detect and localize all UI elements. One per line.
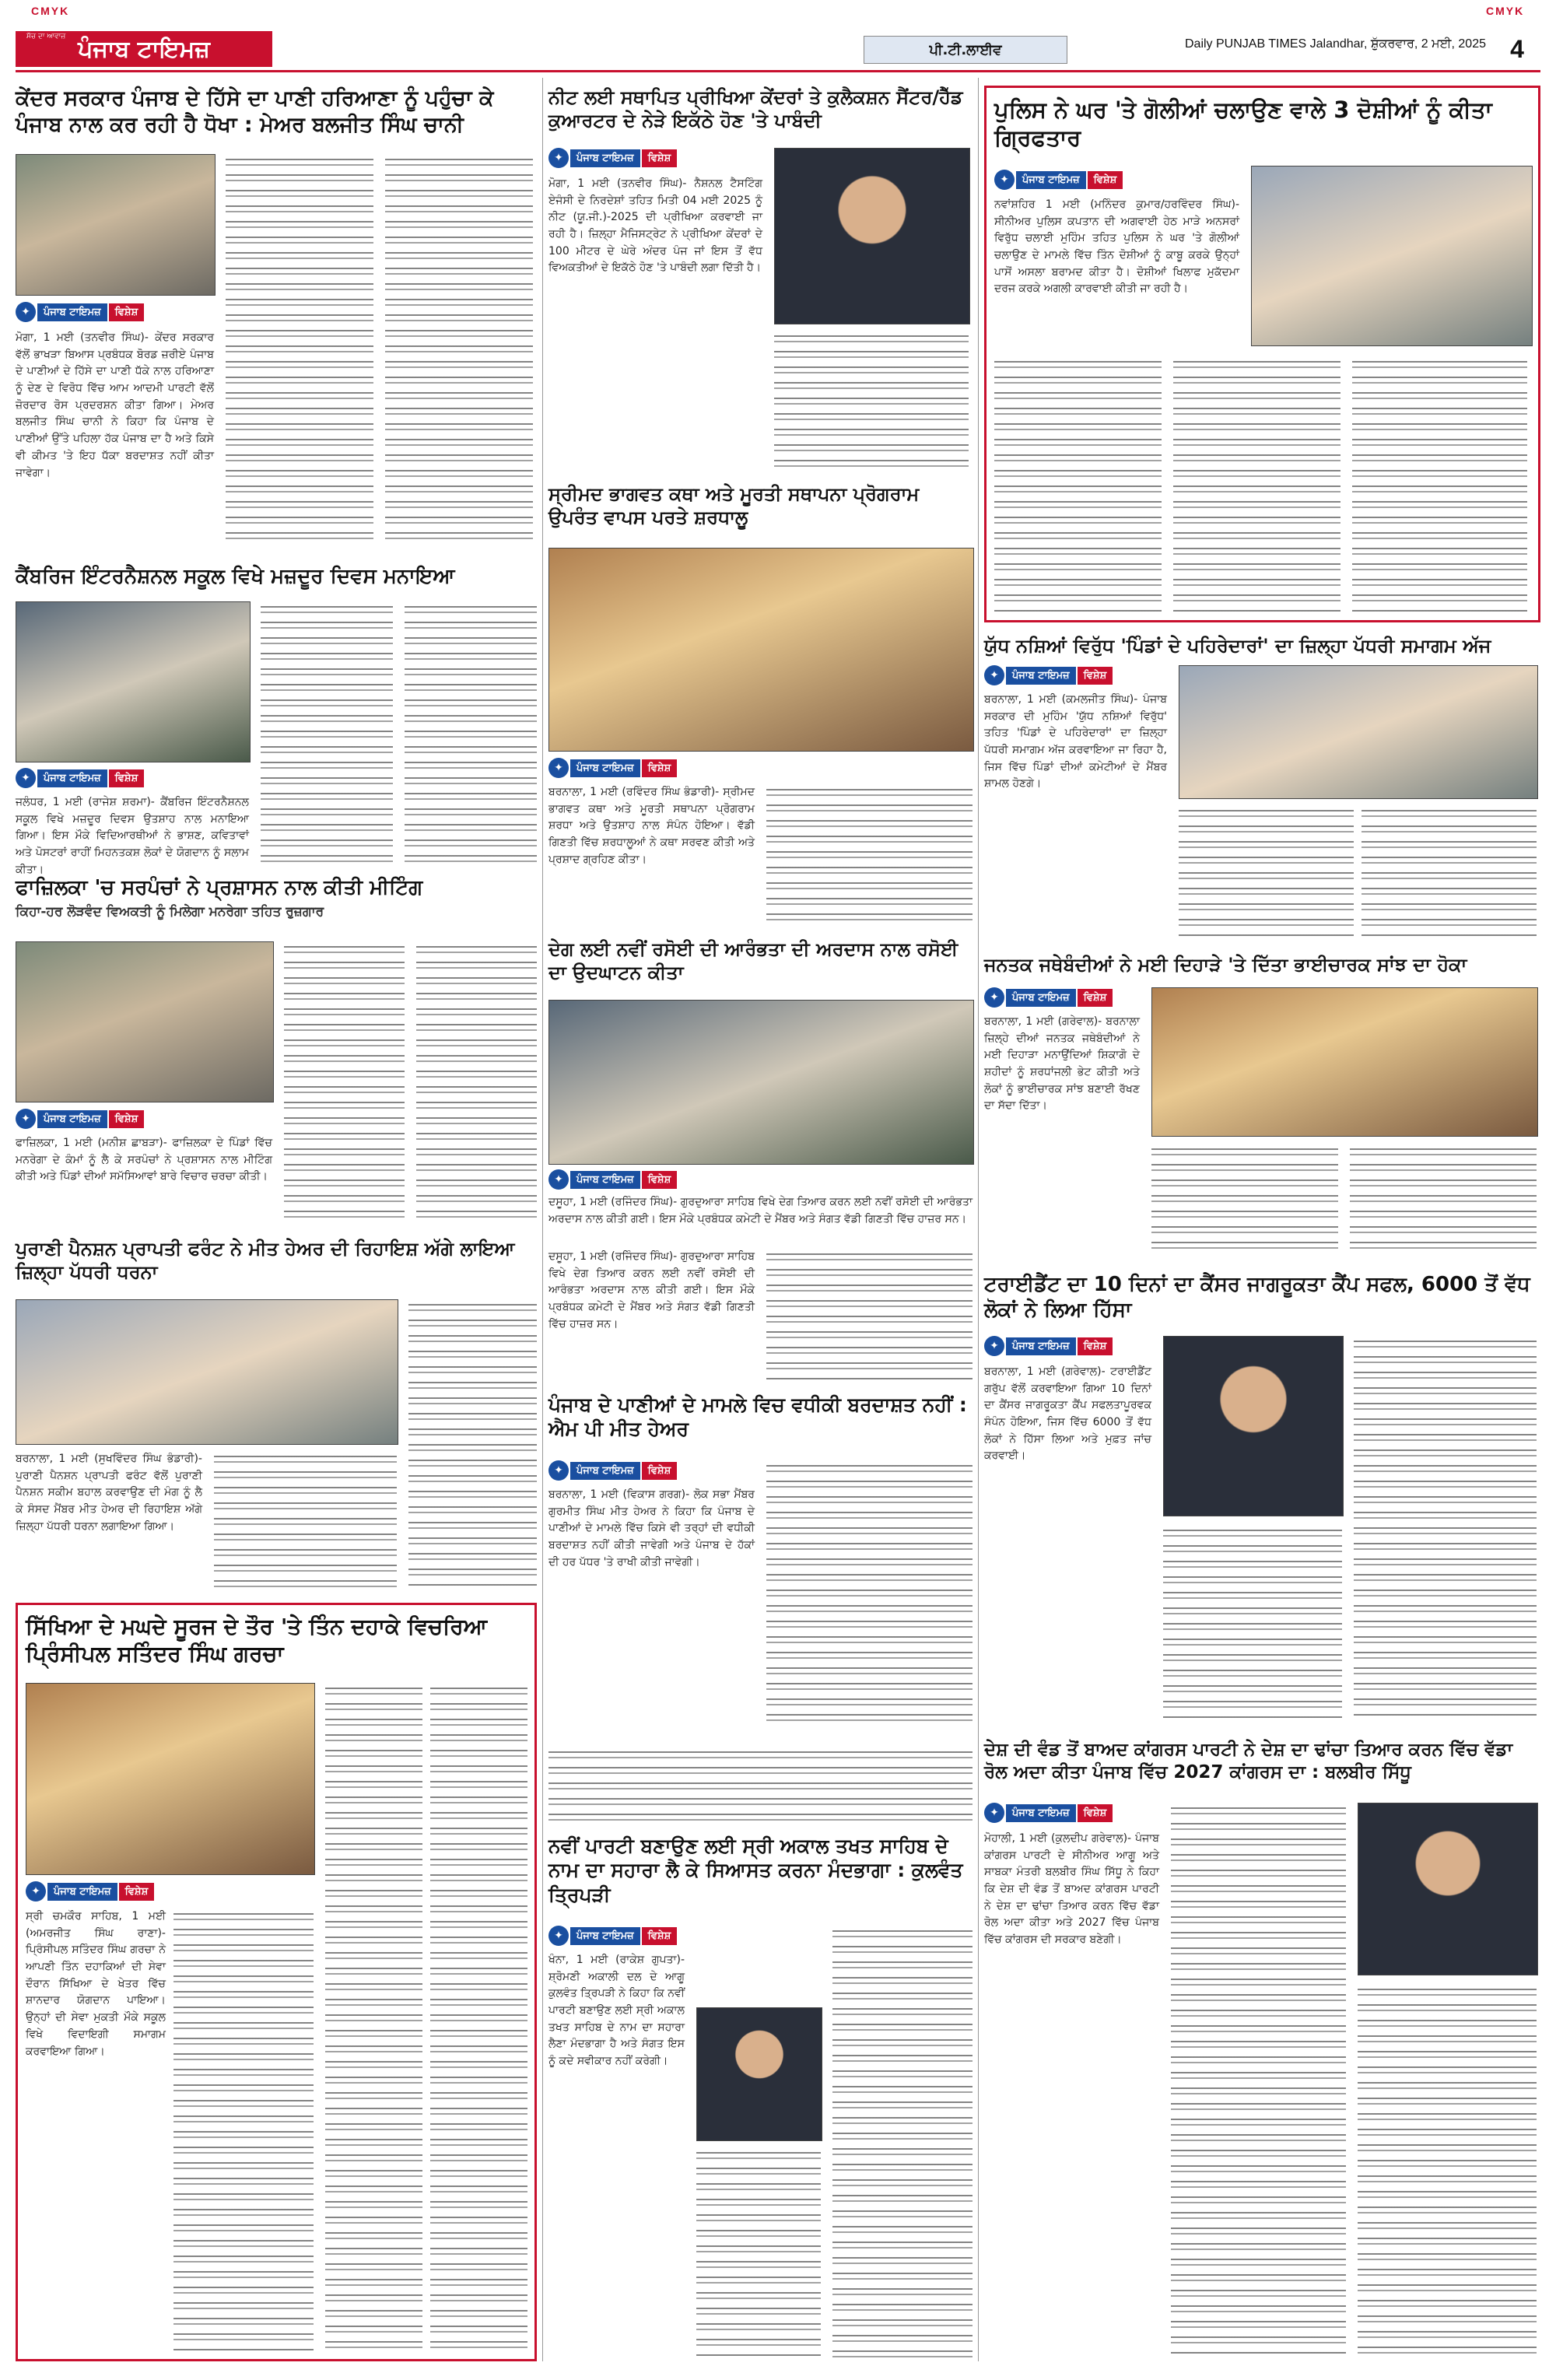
- story-balbir-sidhu: [984, 1739, 1540, 2361]
- badge-tag: ਵਿਸ਼ੇਸ਼: [642, 1462, 678, 1480]
- badge-source: ਪੰਜਾਬ ਟਾਇਮਜ਼: [1016, 171, 1086, 189]
- body-text-column: [832, 1926, 972, 2357]
- column-rule: [978, 78, 979, 2361]
- source-badge: [548, 758, 677, 778]
- pt-logo-icon: ✦: [994, 170, 1015, 190]
- badge-tag: ਵਿਸ਼ੇਸ਼: [109, 303, 145, 321]
- story-photo: [1163, 1336, 1344, 1516]
- brand-tagline: ਸੱਚ ਦਾ ਆਵਾਜ਼: [26, 33, 66, 40]
- source-badge: [26, 1881, 154, 1902]
- story-drugs-campaign: [984, 634, 1540, 941]
- headline: ਨਵੀਂ ਪਾਰਟੀ ਬਣਾਉਣ ਲਈ ਸ੍ਰੀ ਅਕਾਲ ਤਖਤ ਸਾਹਿਬ ਦੇ ਨਾਮ ਦਾ ਸਹਾਰਾ ਲੈ ਕੇ ਸਿਆਸਤ ਕਰਨਾ ਮੰਦਭਾਗਾ : ਕੁਲਵੰਤ ਤ੍ਰਿਪੜੀ: [548, 1835, 963, 1906]
- headline: ਕੇਂਦਰ ਸਰਕਾਰ ਪੰਜਾਬ ਦੇ ਹਿੱਸੇ ਦਾ ਪਾਣੀ ਹਰਿਆਣਾ ਨੂੰ ਪਹੁੰਚਾ ਕੇ ਪੰਜਾਬ ਨਾਲ ਕਰ ਰਹੀ ਹੈ ਧੋਖਾ : ਮੇਅਰ ਬਲਜੀਤ ਸਿੰਘ ਚਾਨੀ: [16, 86, 494, 137]
- headline: ਕੈਂਬਰਿਜ ਇੰਟਰਨੈਸ਼ਨਲ ਸਕੂਲ ਵਿਖੇ ਮਜ਼ਦੂਰ ਦਿਵਸ ਮਨਾਇਆ: [16, 565, 455, 588]
- story-body: ਬਰਨਾਲਾ, 1 ਮਈ (ਗਰੇਵਾਲ)- ਬਰਨਾਲਾ ਜ਼ਿਲ੍ਹੇ ਦੀਆਂ ਜਨਤਕ ਜਥੇਬੰਦੀਆਂ ਨੇ ਮਈ ਦਿਹਾੜਾ ਮਨਾਉਂਦਿਆਂ ਸ਼ਿਕਾਗੋ ਦੇ ਸ਼ਹੀਦਾਂ ਨੂੰ ਸ਼ਰਧਾਂਜਲੀ ਭੇਟ ਕੀਤੀ ਅਤੇ ਲੋਕਾਂ ਨੂੰ ਭਾਈਚਾਰਕ ਸਾਂਝ ਬਣਾਈ ਰੱਖਣ ਦਾ ਸੱਦਾ ਦਿੱਤਾ।: [984, 1015, 1140, 1113]
- source-badge: [984, 987, 1113, 1008]
- pt-logo-icon: ✦: [548, 1460, 569, 1481]
- story-body: ਜਲੰਧਰ, 1 ਮਈ (ਰਾਜੇਸ਼ ਸ਼ਰਮਾ)- ਕੈਂਬਰਿਜ ਇੰਟਰਨੈਸ਼ਨਲ ਸਕੂਲ ਵਿਖੇ ਮਜ਼ਦੂਰ ਦਿਵਸ ਉਤਸ਼ਾਹ ਨਾਲ ਮਨਾਇਆ ਗਿਆ। ਇਸ ਮੌਕੇ ਵਿਦਿਆਰਥੀਆਂ ਨੇ ਭਾਸ਼ਣ, ਕਵਿਤਾਵਾਂ ਅਤੇ ਪੋਸਟਰਾਂ ਰਾਹੀਂ ਮਿਹਨਤਕਸ਼ ਲੋਕਾਂ ਦੇ ਯੋਗਦਾਨ ਨੂੰ ਸਲਾਮ ਕੀਤਾ।: [16, 796, 249, 876]
- badge-source: ਪੰਜਾਬ ਟਾਇਮਜ਼: [1006, 667, 1076, 685]
- story-body: ਬਰਨਾਲਾ, 1 ਮਈ (ਕਮਲਜੀਤ ਸਿੰਘ)- ਪੰਜਾਬ ਸਰਕਾਰ ਦੀ ਮੁਹਿੰਮ 'ਯੁੱਧ ਨਸ਼ਿਆਂ ਵਿਰੁੱਧ' ਤਹਿਤ 'ਪਿੰਡਾਂ ਦੇ ਪਹਿਰੇਦਾਰਾਂ' ਦਾ ਜ਼ਿਲ੍ਹਾ ਪੱਧਰੀ ਸਮਾਗਮ ਅੱਜ ਕਰਵਾਇਆ ਜਾ ਰਿਹਾ ਹੈ, ਜਿਸ ਵਿੱਚ ਪਿੰਡਾਂ ਦੀਆਂ ਕਮੇਟੀਆਂ ਦੇ ਮੈਂਬਰ ਸ਼ਾਮਲ ਹੋਣਗੇ।: [984, 693, 1167, 790]
- body-text-column: [1171, 1803, 1346, 2355]
- headline: ਸ੍ਰੀਮਦ ਭਾਗਵਤ ਕਥਾ ਅਤੇ ਮੂਰਤੀ ਸਥਾਪਨਾ ਪ੍ਰੋਗਰਾਮ ਉਪਰੰਤ ਵਾਪਸ ਪਰਤੇ ਸ਼ਰਧਾਲੂ: [548, 483, 920, 528]
- pt-logo-icon: ✦: [984, 1803, 1004, 1823]
- body-text-column: [408, 1299, 537, 1587]
- badge-tag: ਵਿਸ਼ੇਸ਼: [1078, 989, 1113, 1007]
- body-text-column: [1163, 1525, 1342, 1719]
- brand-logo: [16, 31, 272, 67]
- story-body: ਮੋਗਾ, 1 ਮਈ (ਤਨਵੀਰ ਸਿੰਘ)- ਨੈਸ਼ਨਲ ਟੈਸਟਿੰਗ ਏਜੰਸੀ ਦੇ ਨਿਰਦੇਸ਼ਾਂ ਤਹਿਤ ਮਿਤੀ 04 ਮਈ 2025 ਨੂੰ ਨੀਟ (ਯੂ.ਜੀ.)-2025 ਦੀ ਪ੍ਰੀਖਿਆ ਕਰਵਾਈ ਜਾ ਰਹੀ ਹੈ। ਜ਼ਿਲ੍ਹਾ ਮੈਜਿਸਟ੍ਰੇਟ ਨੇ ਪ੍ਰੀਖਿਆ ਕੇਂਦਰਾਂ ਦੇ 100 ਮੀਟਰ ਦੇ ਘੇਰੇ ਅੰਦਰ ਪੰਜ ਜਾਂ ਇਸ ਤੋਂ ਵੱਧ ਵਿਅਕਤੀਆਂ ਦੇ ਇਕੱਠੇ ਹੋਣ 'ਤੇ ਪਾਬੰਦੀ ਲਗਾ ਦਿੱਤੀ ਹੈ।: [548, 177, 762, 275]
- story-body: ਬਰਨਾਲਾ, 1 ਮਈ (ਗਰੇਵਾਲ)- ਟਰਾਈਡੈਂਟ ਗਰੁੱਪ ਵੱਲੋਂ ਕਰਵਾਇਆ ਗਿਆ 10 ਦਿਨਾਂ ਦਾ ਕੈਂਸਰ ਜਾਗਰੂਕਤਾ ਕੈਂਪ ਸਫਲਤਾਪੂਰਵਕ ਸੰਪੰਨ ਹੋਇਆ, ਜਿਸ ਵਿੱਚ 6000 ਤੋਂ ਵੱਧ ਲੋਕਾਂ ਨੇ ਹਿੱਸਾ ਲਿਆ ਅਤੇ ਮੁਫ਼ਤ ਜਾਂਚ ਕਰਵਾਈ।: [984, 1365, 1151, 1463]
- badge-source: ਪੰਜਾਬ ਟਾਇਮਜ਼: [570, 1927, 640, 1945]
- body-text-column: [766, 1249, 972, 1381]
- body-text-column: [766, 1460, 972, 1729]
- story-kulwant-tripdi: [548, 1747, 972, 2361]
- body-text-column: [1352, 356, 1527, 613]
- badge-source: ਪੰਜਾਬ ਟਾਇਮਜ਼: [570, 1462, 640, 1480]
- body-text-column: [1362, 805, 1537, 938]
- source-badge: [548, 1926, 677, 1946]
- story-body: ਮੋਗਾ, 1 ਮਈ (ਤਨਵੀਰ ਸਿੰਘ)- ਕੇਂਦਰ ਸਰਕਾਰ ਵੱਲੋਂ ਭਾਖੜਾ ਬਿਆਸ ਪ੍ਰਬੰਧਕ ਬੋਰਡ ਜ਼ਰੀਏ ਪੰਜਾਬ ਦੇ ਪਾਣੀਆਂ ਦੇ ਹਿੱਸੇ ਦਾ ਪਾਣੀ ਧੱਕੇ ਨਾਲ ਹਰਿਆਣਾ ਨੂੰ ਦੇਣ ਦੇ ਵਿਰੋਧ ਵਿੱਚ ਆਮ ਆਦਮੀ ਪਾਰਟੀ ਵੱਲੋਂ ਜ਼ੋਰਦਾਰ ਰੋਸ ਪ੍ਰਦਰਸ਼ਨ ਕੀਤਾ ਗਿਆ। ਮੇਅਰ ਬਲਜੀਤ ਸਿੰਘ ਚਾਨੀ ਨੇ ਕਿਹਾ ਕਿ ਪੰਜਾਬ ਦੇ ਪਾਣੀਆਂ ਉੱਤੇ ਪਹਿਲਾ ਹੱਕ ਪੰਜਾਬ ਦਾ ਹੈ ਅਤੇ ਕਿਸੇ ਵੀ ਕੀਮਤ 'ਤੇ ਇਹ ਧੱਕਾ ਬਰਦਾਸ਼ਤ ਨਹੀਂ ਕੀਤਾ ਜਾਵੇਗਾ।: [16, 331, 214, 479]
- story-mayday-unity: [984, 953, 1540, 1260]
- headline: ਨੀਟ ਲਈ ਸਥਾਪਿਤ ਪ੍ਰੀਖਿਆ ਕੇਂਦਰਾਂ ਤੇ ਕੁਲੈਕਸ਼ਨ ਸੈਂਟਰ/ਹੈੱਡ ਕੁਆਰਟਰ ਦੇ ਨੇੜੇ ਇਕੱਠੇ ਹੋਣ 'ਤੇ ਪਾਬੰਦੀ: [548, 86, 963, 131]
- badge-source: ਪੰਜਾਬ ਟਾਇਮਜ਼: [570, 149, 640, 167]
- story-photo: [1251, 166, 1533, 346]
- body-text-column: [766, 784, 972, 928]
- body-text-column: [284, 941, 405, 1222]
- story-trident-camp: [984, 1272, 1540, 1723]
- pt-logo-icon: ✦: [548, 1926, 569, 1946]
- pt-logo-icon: ✦: [548, 758, 569, 778]
- badge-tag: ਵਿਸ਼ੇਸ਼: [642, 759, 678, 777]
- story-body: ਫਾਜ਼ਿਲਕਾ, 1 ਮਈ (ਮਨੀਸ਼ ਛਾਬੜਾ)- ਫਾਜ਼ਿਲਕਾ ਦੇ ਪਿੰਡਾਂ ਵਿੱਚ ਮਨਰੇਗਾ ਦੇ ਕੰਮਾਂ ਨੂੰ ਲੈ ਕੇ ਸਰਪੰਚਾਂ ਨੇ ਪ੍ਰਸ਼ਾਸਨ ਨਾਲ ਮੀਟਿੰਗ ਕੀਤੀ ਅਤੇ ਪਿੰਡਾਂ ਦੀਆਂ ਸਮੱਸਿਆਵਾਂ ਬਾਰੇ ਵਿਚਾਰ ਚਰਚਾ ਕੀਤੀ।: [16, 1137, 272, 1183]
- story-principal-garcha: [16, 1603, 537, 2361]
- badge-tag: ਵਿਸ਼ੇਸ਼: [119, 1883, 155, 1901]
- story-fazilka-sarpanch: [16, 875, 537, 1225]
- masthead-rule: [16, 70, 1540, 72]
- source-badge: [984, 1803, 1113, 1823]
- body-text-column: [1350, 1144, 1537, 1257]
- badge-source: ਪੰਜਾਬ ਟਾਇਮਜ਼: [47, 1883, 117, 1901]
- body-text-column: [214, 1451, 397, 1587]
- cmyk-mark-right: CMYK: [1486, 5, 1525, 17]
- source-badge: [984, 1336, 1113, 1356]
- body-text-column: [1179, 805, 1354, 938]
- badge-tag: ਵਿਸ਼ੇਸ਼: [109, 769, 145, 787]
- badge-source: ਪੰਜਾਬ ਟਾਇਮਜ਼: [1006, 989, 1076, 1007]
- body-text-column: [226, 154, 373, 548]
- headline: ਟਰਾਈਡੈਂਟ ਦਾ 10 ਦਿਨਾਂ ਦਾ ਕੈਂਸਰ ਜਾਗਰੂਕਤਾ ਕੈਂਪ ਸਫਲ, 6000 ਤੋਂ ਵੱਧ ਲੋਕਾਂ ਨੇ ਲਿਆ ਹਿੱਸਾ: [984, 1273, 1530, 1322]
- story-body: ਬਰਨਾਲਾ, 1 ਮਈ (ਸੁਖਵਿੰਦਰ ਸਿੰਘ ਭੰਡਾਰੀ)- ਪੁਰਾਣੀ ਪੈਨਸ਼ਨ ਪ੍ਰਾਪਤੀ ਫਰੰਟ ਵੱਲੋਂ ਪੁਰਾਣੀ ਪੈਨਸ਼ਨ ਸਕੀਮ ਬਹਾਲ ਕਰਵਾਉਣ ਦੀ ਮੰਗ ਨੂੰ ਲੈ ਕੇ ਸੰਸਦ ਮੈਂਬਰ ਮੀਤ ਹੇਅਰ ਦੀ ਰਿਹਾਇਸ਼ ਅੱਗੇ ਜ਼ਿਲ੍ਹਾ ਪੱਧਰੀ ਧਰਨਾ ਲਗਾਇਆ ਗਿਆ।: [16, 1453, 202, 1533]
- badge-source: ਪੰਜਾਬ ਟਾਇਮਜ਼: [570, 759, 640, 777]
- story-old-pension: [16, 1237, 537, 1591]
- story-photo: [1151, 987, 1538, 1137]
- pt-logo-icon: ✦: [984, 1336, 1004, 1356]
- story-photo: [16, 601, 251, 762]
- headline: ਪੁਰਾਣੀ ਪੈਨਸ਼ਨ ਪ੍ਰਾਪਤੀ ਫਰੰਟ ਨੇ ਮੀਤ ਹੇਅਰ ਦੀ ਰਿਹਾਇਸ਼ ਅੱਗੇ ਲਾਇਆ ਜ਼ਿਲ੍ਹਾ ਪੱਧਰੀ ਧਰਨਾ: [16, 1238, 515, 1283]
- story-body-intro: ਦਸੂਹਾ, 1 ਮਈ (ਰਜਿੰਦਰ ਸਿੰਘ)- ਗੁਰਦੁਆਰਾ ਸਾਹਿਬ ਵਿਖੇ ਦੇਗ ਤਿਆਰ ਕਰਨ ਲਈ ਨਵੀਂ ਰਸੋਈ ਦੀ ਆਰੰਭਤਾ ਅਰਦਾਸ ਨਾਲ ਕੀਤੀ ਗਈ। ਇਸ ਮੌਕੇ ਪ੍ਰਬੰਧਕ ਕਮੇਟੀ ਦੇ ਮੈਂਬਰ ਅਤੇ ਸੰਗਤ ਵੱਡੀ ਗਿਣਤੀ ਵਿੱਚ ਹਾਜ਼ਰ ਸਨ।: [548, 1250, 755, 1330]
- page-number: 4: [1510, 35, 1524, 63]
- story-body: ਬਰਨਾਲਾ, 1 ਮਈ (ਵਿਕਾਸ ਗਰਗ)- ਲੋਕ ਸਭਾ ਮੈਂਬਰ ਗੁਰਮੀਤ ਸਿੰਘ ਮੀਤ ਹੇਅਰ ਨੇ ਕਿਹਾ ਕਿ ਪੰਜਾਬ ਦੇ ਪਾਣੀਆਂ ਦੇ ਮਾਮਲੇ ਵਿੱਚ ਕਿਸੇ ਵੀ ਤਰ੍ਹਾਂ ਦੀ ਵਧੀਕੀ ਬਰਦਾਸ਼ਤ ਨਹੀਂ ਕੀਤੀ ਜਾਵੇਗੀ ਅਤੇ ਪੰਜਾਬ ਦੇ ਹੱਕਾਂ ਦੀ ਹਰ ਪੱਧਰ 'ਤੇ ਰਾਖੀ ਕੀਤੀ ਜਾਵੇਗੀ।: [548, 1488, 755, 1569]
- badge-tag: ਵਿਸ਼ੇਸ਼: [642, 1171, 678, 1189]
- headline: ਜਨਤਕ ਜਥੇਬੰਦੀਆਂ ਨੇ ਮਈ ਦਿਹਾੜੇ 'ਤੇ ਦਿੱਤਾ ਭਾਈਚਾਰਕ ਸਾਂਝ ਦਾ ਹੋਕਾ: [984, 954, 1467, 976]
- story-mp-meet-hayer: [548, 1249, 972, 1731]
- source-badge: [16, 1109, 144, 1129]
- story-photo: [16, 154, 216, 296]
- badge-tag: ਵਿਸ਼ੇਸ਼: [1078, 1337, 1113, 1355]
- story-body: ਨਵਾਂਸ਼ਹਿਰ 1 ਮਈ (ਮਨਿੰਦਰ ਕੁਮਾਰ/ਹਰਵਿੰਦਰ ਸਿੰਘ)- ਸੀਨੀਅਰ ਪੁਲਿਸ ਕਪਤਾਨ ਦੀ ਅਗਵਾਈ ਹੇਠ ਮਾੜੇ ਅਨਸਰਾਂ ਵਿਰੁੱਧ ਚਲਾਈ ਮੁਹਿੰਮ ਤਹਿਤ ਪੁਲਿਸ ਨੇ ਘਰ 'ਤੇ ਗੋਲੀਆਂ ਚਲਾਉਣ ਦੇ ਮਾਮਲੇ ਵਿੱਚ ਤਿੰਨ ਦੋਸ਼ੀਆਂ ਨੂੰ ਕਾਬੂ ਕਰਕੇ ਉਨ੍ਹਾਂ ਪਾਸੋਂ ਅਸਲਾ ਬਰਾਮਦ ਕੀਤਾ ਹੈ। ਦੋਸ਼ੀਆਂ ਖਿਲਾਫ ਮੁਕੱਦਮਾ ਦਰਜ ਕਰਕੇ ਅਗਲੀ ਕਾਰਵਾਈ ਕੀਤੀ ਜਾ ਰਹੀ ਹੈ।: [994, 198, 1239, 296]
- badge-tag: ਵਿਸ਼ੇਸ਼: [642, 149, 678, 167]
- body-text-column: [325, 1683, 422, 2352]
- body-text-column: [405, 601, 537, 862]
- badge-source: ਪੰਜਾਬ ਟਾਇਮਜ਼: [37, 1110, 107, 1128]
- body-text-column: [1358, 1984, 1537, 2355]
- story-body: ਦਸੂਹਾ, 1 ਮਈ (ਰਜਿੰਦਰ ਸਿੰਘ)- ਗੁਰਦੁਆਰਾ ਸਾਹਿਬ ਵਿਖੇ ਦੇਗ ਤਿਆਰ ਕਰਨ ਲਈ ਨਵੀਂ ਰਸੋਈ ਦੀ ਆਰੰਭਤਾ ਅਰਦਾਸ ਨਾਲ ਕੀਤੀ ਗਈ। ਇਸ ਮੌਕੇ ਪ੍ਰਬੰਧਕ ਕਮੇਟੀ ਦੇ ਮੈਂਬਰ ਅਤੇ ਸੰਗਤ ਵੱਡੀ ਗਿਣਤੀ ਵਿੱਚ ਹਾਜ਼ਰ ਸਨ।: [548, 1196, 972, 1225]
- body-text-column: [1173, 356, 1340, 613]
- badge-tag: ਵਿਸ਼ੇਸ਼: [1088, 171, 1123, 189]
- body-text-column: [774, 331, 969, 467]
- badge-tag: ਵਿਸ਼ੇਸ਼: [642, 1927, 678, 1945]
- story-photo: [26, 1683, 315, 1875]
- pt-logo-icon: ✦: [984, 987, 1004, 1008]
- dateline: Daily PUNJAB TIMES Jalandhar, ਸ਼ੁੱਕਰਵਾਰ, 2 ਮਈ, 2025: [1184, 37, 1486, 51]
- source-badge: [16, 768, 144, 788]
- story-cambridge-school: [16, 564, 537, 876]
- headline: ਯੁੱਧ ਨਸ਼ਿਆਂ ਵਿਰੁੱਧ 'ਪਿੰਡਾਂ ਦੇ ਪਹਿਰੇਦਾਰਾਂ' ਦਾ ਜ਼ਿਲ੍ਹਾ ਪੱਧਰੀ ਸਮਾਗਮ ਅੱਜ: [984, 635, 1491, 657]
- story-photo: [774, 148, 970, 324]
- headline: ਪੰਜਾਬ ਦੇ ਪਾਣੀਆਂ ਦੇ ਮਾਮਲੇ ਵਿਚ ਵਧੀਕੀ ਬਰਦਾਸ਼ਤ ਨਹੀਂ : ਐਮ ਪੀ ਮੀਤ ਹੇਅਰ: [548, 1393, 967, 1441]
- pt-logo-icon: ✦: [26, 1881, 46, 1902]
- story-photo: [16, 1299, 398, 1445]
- body-text-column: [1151, 1144, 1338, 1257]
- source-badge: [548, 1460, 677, 1481]
- body-text-column: [261, 601, 393, 862]
- section-label: ਪੀ.ਟੀ.ਲਾਈਵ: [864, 36, 1067, 64]
- pt-logo-icon: ✦: [984, 665, 1004, 685]
- headline: ਦੇਸ਼ ਦੀ ਵੰਡ ਤੋਂ ਬਾਅਦ ਕਾਂਗਰਸ ਪਾਰਟੀ ਨੇ ਦੇਸ਼ ਦਾ ਢਾਂਚਾ ਤਿਆਰ ਕਰਨ ਵਿੱਚ ਵੱਡਾ ਰੋਲ ਅਦਾ ਕੀਤਾ ਪੰਜਾਬ ਵਿੱਚ 2027 ਕਾਂਗਰਸ ਦਾ : ਬਲਬੀਰ ਸਿੱਧੂ: [984, 1740, 1513, 1782]
- story-photo: [16, 941, 274, 1102]
- source-badge: [548, 1169, 677, 1190]
- story-photo: [696, 2007, 822, 2141]
- body-text-column: [385, 154, 533, 548]
- badge-source: ਪੰਜਾਬ ਟਾਇਮਜ਼: [37, 303, 107, 321]
- headline: ਸਿੱਖਿਆ ਦੇ ਮਘਦੇ ਸੂਰਜ ਦੇ ਤੌਰ 'ਤੇ ਤਿੰਨ ਦਹਾਕੇ ਵਿਚਰਿਆ ਪ੍ਰਿੰਸੀਪਲ ਸਤਿੰਦਰ ਸਿੰਘ ਗਰਚਾ: [26, 1614, 488, 1667]
- column-rule: [542, 78, 543, 2361]
- body-text-column: [696, 2147, 821, 2357]
- story-body: ਮੋਹਾਲੀ, 1 ਮਈ (ਕੁਲਦੀਪ ਗਰੇਵਾਲ)- ਪੰਜਾਬ ਕਾਂਗਰਸ ਪਾਰਟੀ ਦੇ ਸੀਨੀਅਰ ਆਗੂ ਅਤੇ ਸਾਬਕਾ ਮੰਤਰੀ ਬਲਬੀਰ ਸਿੰਘ ਸਿੱਧੂ ਨੇ ਕਿਹਾ ਕਿ ਦੇਸ਼ ਦੀ ਵੰਡ ਤੋਂ ਬਾਅਦ ਕਾਂਗਰਸ ਪਾਰਟੀ ਨੇ ਦੇਸ਼ ਦਾ ਢਾਂਚਾ ਤਿਆਰ ਕਰਨ ਵਿੱਚ ਵੱਡਾ ਰੋਲ ਅਦਾ ਕੀਤਾ ਅਤੇ 2027 ਵਿੱਚ ਪੰਜਾਬ ਵਿੱਚ ਕਾਂਗਰਸ ਦੀ ਸਰਕਾਰ ਬਣੇਗੀ।: [984, 1832, 1159, 1947]
- badge-source: ਪੰਜਾਬ ਟਾਇਮਜ਼: [37, 769, 107, 787]
- badge-source: ਪੰਜਾਬ ਟਾਇਮਜ਼: [1006, 1337, 1076, 1355]
- badge-tag: ਵਿਸ਼ੇਸ਼: [1078, 1804, 1113, 1822]
- source-badge: [548, 148, 677, 168]
- story-deg-kitchen: [548, 938, 972, 1237]
- badge-tag: ਵਿਸ਼ੇਸ਼: [109, 1110, 145, 1128]
- story-police-arrest: [984, 86, 1540, 622]
- headline: ਫਾਜ਼ਿਲਕਾ 'ਚ ਸਰਪੰਚਾਂ ਨੇ ਪ੍ਰਸ਼ਾਸਨ ਨਾਲ ਕੀਤੀ ਮੀਟਿੰਗ: [16, 876, 423, 899]
- story-bhagwat-katha: [548, 482, 972, 930]
- body-text-column: [994, 356, 1162, 613]
- story-body: ਸ੍ਰੀ ਚਮਕੌਰ ਸਾਹਿਬ, 1 ਮਈ (ਅਮਰਜੀਤ ਸਿੰਘ ਰਾਣਾ)- ਪ੍ਰਿੰਸੀਪਲ ਸਤਿੰਦਰ ਸਿੰਘ ਗਰਚਾ ਨੇ ਆਪਣੀ ਤਿੰਨ ਦਹਾਕਿਆਂ ਦੀ ਸੇਵਾ ਦੌਰਾਨ ਸਿੱਖਿਆ ਦੇ ਖੇਤਰ ਵਿੱਚ ਸ਼ਾਨਦਾਰ ਯੋਗਦਾਨ ਪਾਇਆ। ਉਨ੍ਹਾਂ ਦੀ ਸੇਵਾ ਮੁਕਤੀ ਮੌਕੇ ਸਕੂਲ ਵਿਖੇ ਵਿਦਾਇਗੀ ਸਮਾਗਮ ਕਰਵਾਇਆ ਗਿਆ।: [26, 1910, 166, 2058]
- story-photo: [1358, 1803, 1538, 1975]
- badge-source: ਪੰਜਾਬ ਟਾਇਮਜ਼: [570, 1171, 640, 1189]
- pt-logo-icon: ✦: [548, 148, 569, 168]
- body-text-column: [430, 1683, 527, 2352]
- story-body: ਬਰਨਾਲਾ, 1 ਮਈ (ਰਵਿੰਦਰ ਸਿੰਘ ਭੰਡਾਰੀ)- ਸ੍ਰੀਮਦ ਭਾਗਵਤ ਕਥਾ ਅਤੇ ਮੂਰਤੀ ਸਥਾਪਨਾ ਪ੍ਰੋਗਰਾਮ ਸ਼ਰਧਾ ਅਤੇ ਉਤਸ਼ਾਹ ਨਾਲ ਸੰਪੰਨ ਹੋਇਆ। ਵੱਡੀ ਗਿਣਤੀ ਵਿੱਚ ਸ਼ਰਧਾਲੂਆਂ ਨੇ ਕਥਾ ਸਰਵਣ ਕੀਤੀ ਅਤੇ ਪ੍ਰਸ਼ਾਦ ਗ੍ਰਹਿਣ ਕੀਤਾ।: [548, 786, 755, 866]
- badge-source: ਪੰਜਾਬ ਟਾਇਮਜ਼: [1006, 1804, 1076, 1822]
- pt-logo-icon: ✦: [16, 1109, 36, 1129]
- brand-name: ਪੰਜਾਬ ਟਾਇਮਜ਼: [78, 35, 210, 63]
- story-photo: [548, 1000, 974, 1165]
- pt-logo-icon: ✦: [16, 302, 36, 322]
- pt-logo-icon: ✦: [548, 1169, 569, 1190]
- cmyk-mark-left: CMYK: [31, 5, 70, 17]
- masthead: [16, 31, 1540, 67]
- subheadline: ਕਿਹਾ-ਹਰ ਲੋੜਵੰਦ ਵਿਅਕਤੀ ਨੂੰ ਮਿਲੇਗਾ ਮਨਰੇਗਾ ਤਹਿਤ ਰੁਜ਼ਗਾਰ: [16, 903, 324, 920]
- headline: ਪੁਲਿਸ ਨੇ ਘਰ 'ਤੇ ਗੋਲੀਆਂ ਚਲਾਉਣ ਵਾਲੇ 3 ਦੋਸ਼ੀਆਂ ਨੂੰ ਕੀਤਾ ਗ੍ਰਿਫਤਾਰ: [994, 96, 1492, 152]
- badge-tag: ਵਿਸ਼ੇਸ਼: [1078, 667, 1113, 685]
- story-neet-ban: [548, 86, 972, 471]
- pt-logo-icon: ✦: [16, 768, 36, 788]
- body-text-column: [416, 941, 537, 1222]
- body-text-column: [548, 1747, 972, 1824]
- body-text-column: [1354, 1336, 1537, 1719]
- story-photo: [548, 548, 974, 752]
- story-photo: [1179, 665, 1538, 799]
- headline: ਦੇਗ ਲਈ ਨਵੀਂ ਰਸੋਈ ਦੀ ਆਰੰਭਤਾ ਦੀ ਅਰਦਾਸ ਨਾਲ ਰਸੋਈ ਦਾ ਉਦਘਾਟਨ ਕੀਤਾ: [548, 938, 958, 983]
- source-badge: [984, 665, 1113, 685]
- source-badge: [994, 170, 1123, 190]
- story-water-haryana: [16, 86, 537, 552]
- body-text-column: [173, 1909, 314, 2352]
- story-body: ਖੰਨਾ, 1 ਮਈ (ਰਾਕੇਸ਼ ਗੁਪਤਾ)- ਸ਼੍ਰੋਮਣੀ ਅਕਾਲੀ ਦਲ ਦੇ ਆਗੂ ਕੁਲਵੰਤ ਤ੍ਰਿਪੜੀ ਨੇ ਕਿਹਾ ਕਿ ਨਵੀਂ ਪਾਰਟੀ ਬਣਾਉਣ ਲਈ ਸ੍ਰੀ ਅਕਾਲ ਤਖਤ ਸਾਹਿਬ ਦੇ ਨਾਮ ਦਾ ਸਹਾਰਾ ਲੈਣਾ ਮੰਦਭਾਗਾ ਹੈ ਅਤੇ ਸੰਗਤ ਇਸ ਨੂੰ ਕਦੇ ਸਵੀਕਾਰ ਨਹੀਂ ਕਰੇਗੀ।: [548, 1954, 685, 2068]
- source-badge: [16, 302, 144, 322]
